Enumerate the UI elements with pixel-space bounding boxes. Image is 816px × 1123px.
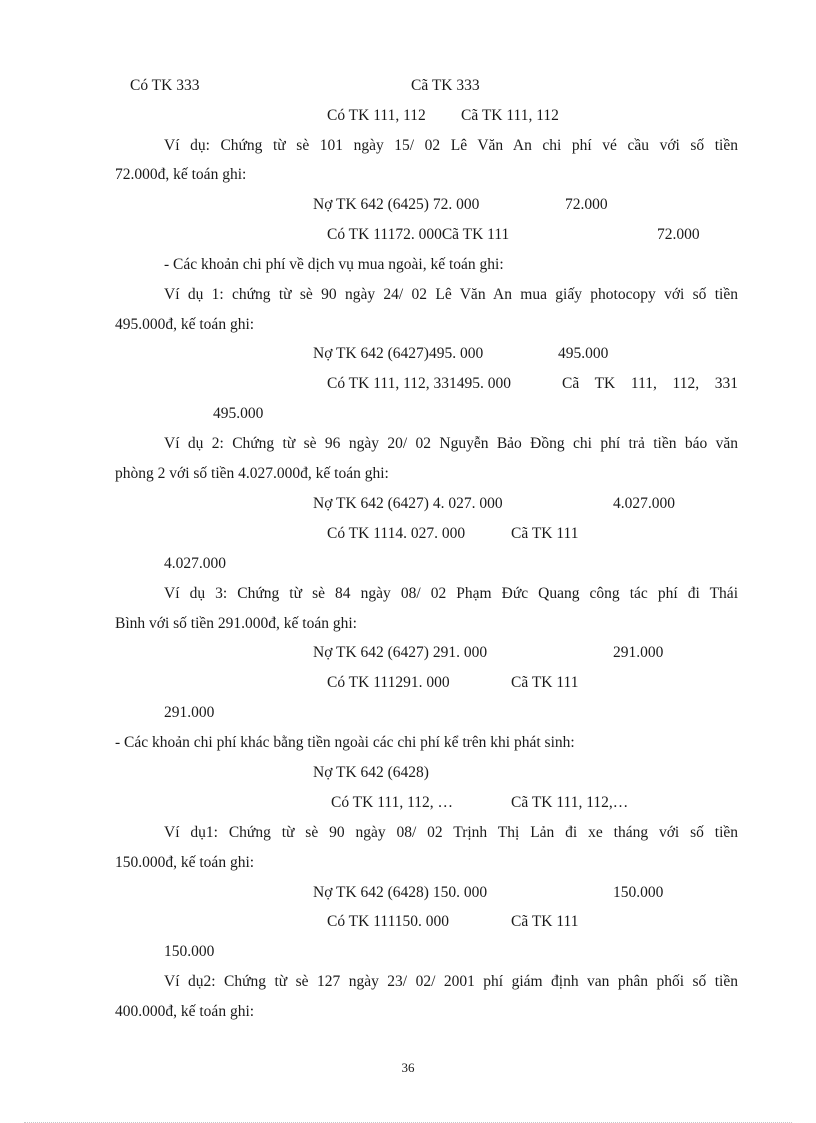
paragraph-line: 495.000đ, kế toán ghi: xyxy=(115,316,255,333)
entry-credit: Có TK 111, 112, … xyxy=(331,794,453,811)
amount: 150.000 xyxy=(613,884,664,901)
entry-credit-alt: Cã TK 111, 112, 331 xyxy=(562,375,738,392)
amount: 4.027.000 xyxy=(613,495,675,512)
amount: 150.000 xyxy=(164,943,215,960)
entry-credit: Có TK 1114. 027. 000 xyxy=(327,525,466,542)
entry-credit: Có TK 333 xyxy=(130,77,200,94)
paragraph-line: phòng 2 với số tiền 4.027.000đ, kế toán ghi: xyxy=(115,465,389,482)
paragraph-line: Ví dụ1: Chứng từ sè 90 ngày 08/ 02 Trịnh Thị Lản đi xe tháng với số tiền xyxy=(164,824,738,841)
entry-debit: Nợ TK 642 (6427) 291. 000 xyxy=(313,644,488,661)
entry-credit-alt: Cã TK 111 xyxy=(511,525,579,542)
entry-debit: Nợ TK 642 (6427) 4. 027. 000 xyxy=(313,495,503,512)
amount: 495.000 xyxy=(213,405,264,422)
entry-debit: Nợ TK 642 (6428) 150. 000 xyxy=(313,884,488,901)
paragraph-line: Ví dụ: Chứng từ sè 101 ngày 15/ 02 Lê Văn An chi phí vé cầu với số tiền xyxy=(164,137,738,154)
paragraph-line: Ví dụ2: Chứng từ sè 127 ngày 23/ 02/ 2001 phí giám định van phân phối số tiền xyxy=(164,973,738,990)
paragraph-line: 72.000đ, kế toán ghi: xyxy=(115,166,247,183)
entry-debit: Nợ TK 642 (6428) xyxy=(313,764,429,781)
paragraph-line: Ví dụ 1: chứng từ sè 90 ngày 24/ 02 Lê Văn An mua giấy photocopy với số tiền xyxy=(164,286,738,303)
paragraph-line: Ví dụ 3: Chứng từ sè 84 ngày 08/ 02 Phạm Đức Quang công tác phí đi Thái xyxy=(164,585,738,602)
paragraph-line: Bình với số tiền 291.000đ, kế toán ghi: xyxy=(115,615,357,632)
paragraph-line: - Các khoản chi phí khác bằng tiền ngoài các chi phí kể trên khi phát sinh: xyxy=(115,734,575,751)
amount: 291.000 xyxy=(164,704,215,721)
paragraph-line: 150.000đ, kế toán ghi: xyxy=(115,854,255,871)
amount: 291.000 xyxy=(613,644,664,661)
entry-credit: Có TK 111150. 000 xyxy=(327,913,449,930)
paragraph-line: 400.000đ, kế toán ghi: xyxy=(115,1003,255,1020)
entry-credit-alt: Cã TK 333 xyxy=(411,77,480,94)
entry-debit: Nợ TK 642 (6425) 72. 000 xyxy=(313,196,480,213)
entry-credit: Có TK 111, 112 xyxy=(327,107,426,124)
entry-credit-alt: Cã TK 111, 112,… xyxy=(511,794,629,811)
entry-credit: Có TK 11172. 000Cã TK 111 xyxy=(327,226,510,243)
entry-credit-alt: Cã TK 111 xyxy=(511,674,579,691)
amount: 72.000 xyxy=(657,226,700,243)
entry-debit: Nợ TK 642 (6427)495. 000 xyxy=(313,345,484,362)
amount: 495.000 xyxy=(558,345,609,362)
entry-credit-alt: Cã TK 111 xyxy=(511,913,579,930)
amount: 72.000 xyxy=(565,196,608,213)
paragraph-line: Ví dụ 2: Chứng từ sè 96 ngày 20/ 02 Nguyễn Bảo Đồng chi phí trả tiền báo văn xyxy=(164,435,738,452)
amount: 4.027.000 xyxy=(164,555,226,572)
entry-credit: Có TK 111291. 000 xyxy=(327,674,450,691)
entry-credit: Có TK 111, 112, 331495. 000 xyxy=(327,375,511,392)
entry-credit-alt: Cã TK 111, 112 xyxy=(461,107,559,124)
paragraph-line: - Các khoản chi phí về dịch vụ mua ngoài, kế toán ghi: xyxy=(164,256,504,273)
page-number: 36 xyxy=(401,1060,415,1075)
